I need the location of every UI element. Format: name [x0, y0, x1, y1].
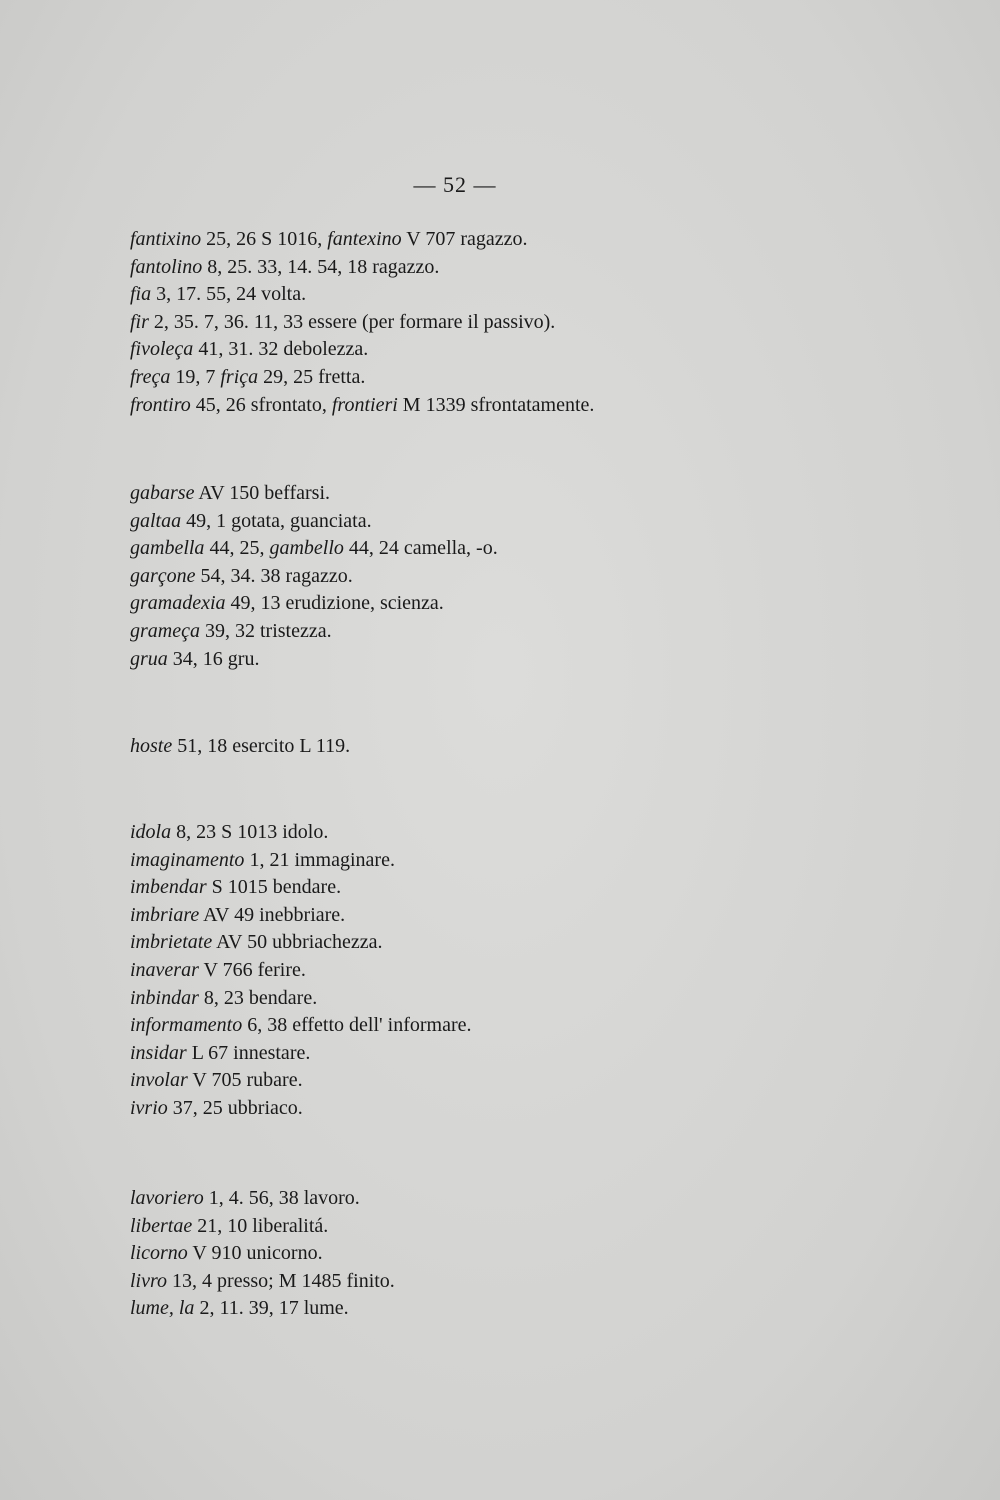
- glossary-entry: [130, 535, 890, 563]
- headword: fir: [130, 310, 149, 333]
- glossary-entry: [130, 847, 890, 875]
- headword: hoste: [130, 735, 173, 757]
- glossary-entry: [130, 1295, 890, 1323]
- glossary-entry: [130, 336, 890, 364]
- headword: involar: [130, 1069, 188, 1092]
- headword: freça: [130, 365, 171, 388]
- headword: idola: [130, 821, 172, 843]
- entry-text: 19, 7: [170, 365, 221, 388]
- glossary-entry: [130, 957, 890, 985]
- glossary-entry: [130, 1040, 890, 1068]
- glossary-entry: [130, 364, 890, 392]
- headword: insidar: [130, 1041, 187, 1064]
- headword: gambello: [269, 537, 344, 560]
- entry-text: 21, 10 liberalitá.: [192, 1214, 329, 1237]
- entry-text: 39, 32 tristezza.: [199, 619, 332, 642]
- entry-text: L 67 innestare.: [186, 1041, 311, 1064]
- entry-text: AV 150 beffarsi.: [194, 482, 331, 504]
- entry-text: AV 49 inebbriare.: [199, 903, 346, 926]
- entry-text: V 705 rubare.: [187, 1069, 303, 1092]
- headword: imaginamento: [130, 848, 245, 871]
- headword: informamento: [130, 1014, 243, 1037]
- entry-text: 29, 25 fretta.: [258, 365, 366, 388]
- headword: libertae: [130, 1214, 193, 1237]
- glossary-section-g: [130, 480, 890, 673]
- glossary-section-f: [130, 226, 890, 419]
- entry-text: M 1339 sfrontatamente.: [397, 393, 595, 416]
- headword: imbrietate: [130, 931, 213, 954]
- entry-text: 2, 35. 7, 36. 11, 33 essere (per formare il passivo).: [148, 310, 556, 333]
- glossary-entry: [130, 874, 890, 902]
- headword: fantexino: [327, 228, 402, 250]
- headword: imbriare: [130, 903, 200, 926]
- entry-text: 6, 38 effetto dell' informare.: [242, 1014, 472, 1037]
- entry-text: 1, 4. 56, 38 lavoro.: [203, 1187, 360, 1209]
- glossary-entry: [130, 281, 890, 309]
- headword: galtaa: [130, 509, 182, 532]
- entry-text: 8, 25. 33, 14. 54, 18 ragazzo.: [202, 255, 440, 278]
- glossary-entry: [130, 480, 890, 508]
- entry-text: 34, 16 gru.: [167, 647, 260, 670]
- headword: livro: [130, 1269, 168, 1292]
- entry-text: 44, 24 camella, -o.: [343, 537, 498, 560]
- glossary-entry: [130, 1185, 890, 1213]
- glossary-entry: [130, 618, 890, 646]
- headword: frontiro: [130, 393, 191, 416]
- glossary-entry: [130, 733, 890, 761]
- headword: lavoriero: [130, 1187, 204, 1209]
- headword: fantixino: [130, 228, 202, 250]
- headword: gambella: [130, 537, 205, 560]
- glossary-entry: [130, 929, 890, 957]
- glossary-entry: [130, 819, 890, 847]
- entry-text: 45, 26 sfrontato,: [190, 393, 332, 416]
- glossary-entry: [130, 254, 890, 282]
- entry-text: 13, 4 presso; M 1485 finito.: [167, 1269, 395, 1292]
- entry-text: 8, 23 S 1013 idolo.: [171, 821, 329, 843]
- glossary-entry: [130, 309, 890, 337]
- glossary-section-i: [130, 819, 890, 1123]
- page-number: — 52 —: [413, 172, 497, 197]
- entry-text: 3, 17. 55, 24 volta.: [151, 283, 307, 306]
- glossary-entry: [130, 646, 890, 674]
- headword: imbendar: [130, 876, 207, 899]
- entry-text: 37, 25 ubbriaco.: [167, 1096, 303, 1119]
- glossary-entry: [130, 902, 890, 930]
- headword: inaverar: [130, 958, 199, 981]
- headword: licorno: [130, 1242, 188, 1265]
- headword: ivrio: [130, 1096, 168, 1119]
- glossary-entry: [130, 226, 890, 254]
- entry-text: 49, 1 gotata, guanciata.: [181, 509, 372, 532]
- glossary-section-l: [130, 1185, 890, 1323]
- entry-text: 8, 23 bendare.: [198, 986, 318, 1009]
- glossary-entry: [130, 590, 890, 618]
- headword: lume, la: [130, 1297, 195, 1320]
- headword: grameça: [130, 619, 200, 642]
- entry-text: 25, 26 S 1016,: [201, 228, 328, 250]
- glossary-entry: [130, 1240, 890, 1268]
- glossary-entry: [130, 392, 890, 420]
- glossary-entry: [130, 1213, 890, 1241]
- entry-text: 54, 34. 38 ragazzo.: [195, 564, 353, 587]
- entry-text: 2, 11. 39, 17 lume.: [194, 1297, 349, 1320]
- glossary-entry: [130, 985, 890, 1013]
- entry-text: V 910 unicorno.: [187, 1242, 323, 1265]
- entry-text: V 766 ferire.: [198, 958, 306, 981]
- headword: fivoleça: [130, 338, 194, 361]
- headword: grua: [130, 647, 168, 670]
- glossary-section-h: [130, 733, 890, 761]
- headword: garçone: [130, 564, 196, 587]
- glossary-entry: [130, 1095, 890, 1123]
- headword: frontieri: [331, 393, 398, 416]
- entry-text: 44, 25,: [204, 537, 270, 560]
- entry-text: S 1015 bendare.: [206, 876, 342, 899]
- headword: fantolino: [130, 255, 203, 278]
- glossary-entry: [130, 1012, 890, 1040]
- headword: gramadexia: [130, 592, 226, 615]
- headword: friça: [220, 365, 259, 388]
- glossary-entry: [130, 508, 890, 536]
- entry-text: AV 50 ubbriachezza.: [212, 931, 383, 954]
- entry-text: V 707 ragazzo.: [401, 228, 528, 250]
- headword: gabarse: [130, 482, 195, 504]
- entry-text: 49, 13 erudizione, scienza.: [225, 592, 444, 615]
- entry-text: 1, 21 immaginare.: [244, 848, 395, 871]
- glossary-entry: [130, 1268, 890, 1296]
- headword: fia: [130, 283, 152, 306]
- glossary-entry: [130, 563, 890, 591]
- headword: inbindar: [130, 986, 199, 1009]
- glossary-entry: [130, 1067, 890, 1095]
- entry-text: 41, 31. 32 debolezza.: [193, 338, 369, 361]
- entry-text: 51, 18 esercito L 119.: [172, 735, 351, 757]
